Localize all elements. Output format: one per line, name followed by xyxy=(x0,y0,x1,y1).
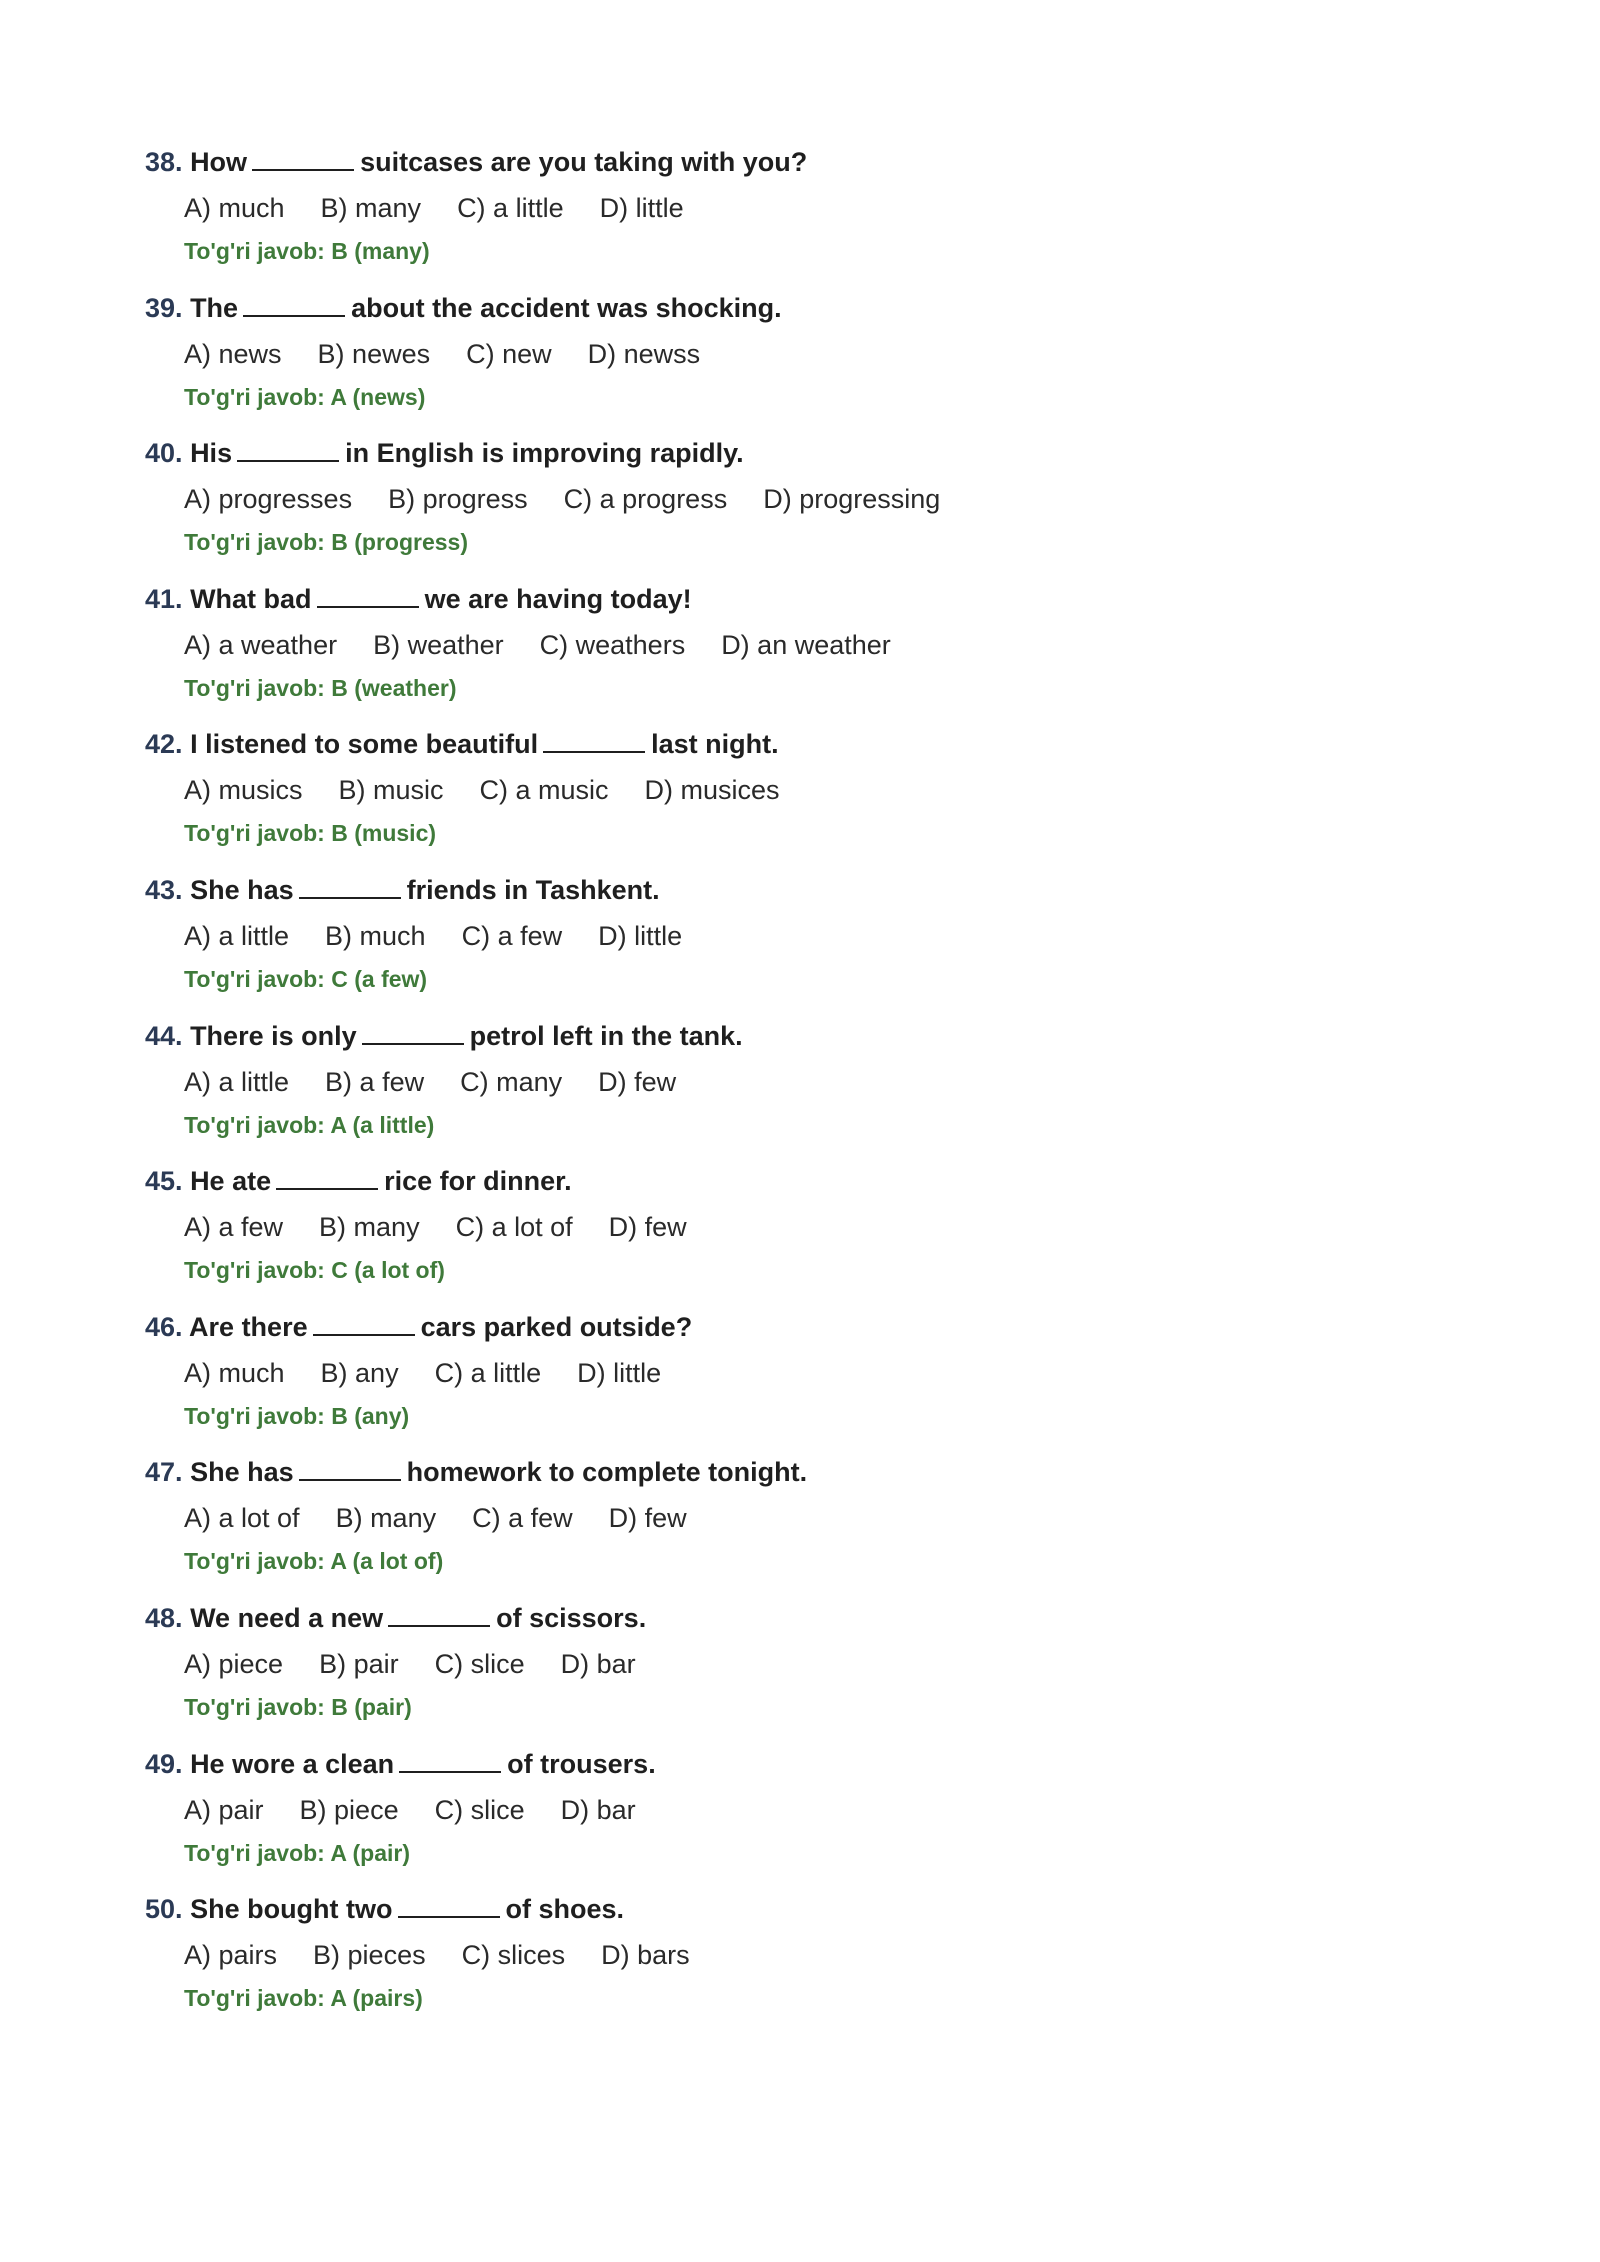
question-stem-after: of trousers. xyxy=(507,1748,656,1779)
question-item xyxy=(145,1014,1445,1160)
question-number: 43. xyxy=(145,874,183,905)
question-number: 49. xyxy=(145,1748,183,1779)
correct-answer: To'g'ri javob: B (pair) xyxy=(184,1693,412,1720)
correct-answer: To'g'ri javob: B (many) xyxy=(184,238,430,264)
question-text xyxy=(145,1305,1445,1349)
correct-answer: To'g'ri javob: A (pair) xyxy=(184,1839,411,1866)
answer-option: B) progress xyxy=(388,484,528,515)
question-item xyxy=(145,577,1445,723)
answer-option: C) slice xyxy=(434,1648,525,1679)
answer-options xyxy=(184,330,1445,378)
answer-option: B) piece xyxy=(299,1794,399,1825)
answer-blank xyxy=(237,434,339,462)
answer-blank xyxy=(543,725,645,753)
answer-blank xyxy=(299,871,401,899)
question-number: 44. xyxy=(145,1020,183,1051)
answer-option: B) a few xyxy=(325,1066,425,1097)
answer-option: A) news xyxy=(184,338,282,369)
answer-option: B) weather xyxy=(373,629,504,660)
question-text xyxy=(145,1887,1445,1931)
answer-option: A) a weather xyxy=(184,629,338,660)
answer-option: A) piece xyxy=(184,1648,284,1679)
answer-options xyxy=(184,184,1445,232)
question-stem-before: She has xyxy=(190,1457,294,1488)
question-stem-before: She bought two xyxy=(190,1894,393,1925)
question-number: 46. xyxy=(145,1311,183,1342)
answer-option: A) pair xyxy=(184,1794,264,1825)
answer-option: A) a lot of xyxy=(184,1503,300,1534)
answer-option: D) bar xyxy=(560,1794,636,1825)
question-stem-before: He wore a clean xyxy=(190,1748,395,1779)
answer-option: B) many xyxy=(320,193,422,223)
answer-blank xyxy=(276,1162,378,1190)
question-number: 42. xyxy=(145,729,183,760)
answer-option: D) few xyxy=(608,1503,687,1534)
correct-answer: To'g'ri javob: A (a little) xyxy=(184,1111,435,1138)
answer-option: A) progresses xyxy=(184,484,353,515)
answer-option: B) much xyxy=(325,920,426,951)
question-stem-after: friends in Tashkent. xyxy=(406,874,660,905)
answer-option: C) a few xyxy=(472,1503,573,1534)
answer-option: A) a little xyxy=(184,920,290,951)
answer-option: C) a progress xyxy=(563,484,728,515)
answer-option: C) weathers xyxy=(539,629,686,660)
question-number: 38. xyxy=(145,147,183,177)
answer-option: A) much xyxy=(184,193,285,223)
answer-blank xyxy=(299,1453,401,1481)
question-text xyxy=(145,577,1445,621)
question-text xyxy=(145,1014,1445,1058)
answer-blank xyxy=(317,580,419,608)
question-stem-before: Are there xyxy=(189,1311,308,1342)
question-stem-before: What bad xyxy=(190,583,312,614)
answer-blank xyxy=(388,1599,490,1627)
answer-option: C) a lot of xyxy=(455,1212,573,1243)
question-item xyxy=(145,1887,1445,2033)
answer-option: B) many xyxy=(319,1212,420,1243)
question-stem-after: homework to complete tonight. xyxy=(406,1457,808,1488)
answer-option: A) a little xyxy=(184,1066,290,1097)
question-stem-after: petrol left in the tank. xyxy=(469,1020,743,1051)
question-stem-before: How xyxy=(190,147,248,177)
correct-answer: To'g'ri javob: B (weather) xyxy=(184,674,457,701)
question-stem-after: cars parked outside? xyxy=(420,1311,693,1342)
answer-option: B) pieces xyxy=(313,1940,426,1971)
question-item xyxy=(145,1596,1445,1742)
question-number: 48. xyxy=(145,1602,183,1633)
question-stem-before: She has xyxy=(190,874,294,905)
answer-option: D) progressing xyxy=(763,484,941,515)
correct-answer: To'g'ri javob: A (pairs) xyxy=(184,1985,423,2012)
answer-option: C) a little xyxy=(434,1357,542,1388)
question-item xyxy=(145,431,1445,577)
answer-blank xyxy=(243,289,345,317)
answer-blank xyxy=(252,143,354,171)
answer-blank xyxy=(313,1308,415,1336)
answer-option: C) a music xyxy=(479,775,609,806)
question-item xyxy=(145,1159,1445,1305)
answer-option: A) a few xyxy=(184,1212,284,1243)
answer-option: C) new xyxy=(466,338,552,369)
question-item xyxy=(145,722,1445,868)
answer-options xyxy=(184,1203,1445,1251)
question-item xyxy=(145,1305,1445,1451)
answer-option: D) an weather xyxy=(721,629,891,660)
correct-answer: To'g'ri javob: A (a lot of) xyxy=(184,1548,444,1575)
answer-blank xyxy=(362,1017,464,1045)
correct-answer: To'g'ri javob: B (progress) xyxy=(184,529,468,556)
correct-answer: To'g'ri javob: B (music) xyxy=(184,820,437,847)
question-stem-before: The xyxy=(190,292,239,323)
question-stem-before: He ate xyxy=(190,1166,272,1197)
question-text xyxy=(145,1450,1445,1494)
answer-option: D) little xyxy=(577,1357,662,1388)
answer-option: C) a few xyxy=(461,920,563,951)
answer-option: D) bar xyxy=(560,1648,636,1679)
question-stem-after: of shoes. xyxy=(505,1894,625,1925)
question-text xyxy=(145,1742,1445,1786)
question-stem-before: His xyxy=(190,438,233,469)
question-number: 45. xyxy=(145,1166,183,1197)
answer-options xyxy=(184,766,1445,814)
question-stem-after: last night. xyxy=(651,729,779,760)
answer-options xyxy=(184,1494,1445,1542)
answer-options xyxy=(184,1931,1445,1979)
question-item xyxy=(145,140,1445,286)
question-stem-before: There is only xyxy=(190,1020,357,1051)
answer-option: A) musics xyxy=(184,775,303,806)
question-list xyxy=(145,140,1445,2033)
question-item xyxy=(145,1450,1445,1596)
question-stem-before: We need a new xyxy=(190,1602,384,1633)
question-number: 47. xyxy=(145,1457,183,1488)
correct-answer: To'g'ri javob: A (news) xyxy=(184,383,426,410)
answer-options xyxy=(184,912,1445,960)
answer-option: B) many xyxy=(335,1503,437,1534)
answer-blank xyxy=(399,1745,501,1773)
answer-options xyxy=(184,1058,1445,1106)
question-stem-after: rice for dinner. xyxy=(384,1166,572,1197)
answer-option: D) few xyxy=(598,1066,677,1097)
answer-option: D) little xyxy=(599,193,684,223)
answer-option: D) few xyxy=(608,1212,687,1243)
correct-answer: To'g'ri javob: C (a few) xyxy=(184,965,428,992)
question-number: 39. xyxy=(145,292,183,323)
answer-option: C) slices xyxy=(461,1940,566,1971)
answer-option: D) little xyxy=(598,920,683,951)
question-stem-after: in English is improving rapidly. xyxy=(345,438,744,469)
question-text xyxy=(145,722,1445,766)
answer-option: D) bars xyxy=(601,1940,690,1971)
correct-answer: To'g'ri javob: B (any) xyxy=(184,1402,410,1429)
question-stem-after: of scissors. xyxy=(496,1602,647,1633)
question-text xyxy=(145,286,1445,330)
correct-answer: To'g'ri javob: C (a lot of) xyxy=(184,1257,445,1284)
question-item xyxy=(145,868,1445,1014)
answer-options xyxy=(184,1786,1445,1834)
answer-option: C) a little xyxy=(457,193,564,223)
answer-options xyxy=(184,1640,1445,1688)
answer-option: D) musices xyxy=(644,775,780,806)
question-text xyxy=(145,1159,1445,1203)
answer-blank xyxy=(398,1890,500,1918)
answer-option: B) any xyxy=(320,1357,399,1388)
question-text xyxy=(145,868,1445,912)
answer-option: B) music xyxy=(338,775,444,806)
question-number: 50. xyxy=(145,1894,183,1925)
answer-option: C) slice xyxy=(434,1794,525,1825)
answer-option: A) pairs xyxy=(184,1940,278,1971)
question-stem-before: I listened to some beautiful xyxy=(190,729,539,760)
answer-options xyxy=(184,621,1445,669)
answer-option: C) many xyxy=(460,1066,563,1097)
question-stem-after: we are having today! xyxy=(424,583,692,614)
question-stem-after: about the accident was shocking. xyxy=(351,292,782,323)
answer-option: B) newes xyxy=(317,338,431,369)
answer-options xyxy=(184,475,1445,523)
question-stem-after: suitcases are you taking with you? xyxy=(360,147,808,177)
question-text xyxy=(145,431,1445,475)
answer-option: A) much xyxy=(184,1357,285,1388)
question-number: 41. xyxy=(145,583,183,614)
question-number: 40. xyxy=(145,438,183,469)
question-text xyxy=(145,1596,1445,1640)
answer-options xyxy=(184,1349,1445,1397)
question-item xyxy=(145,1742,1445,1888)
question-item xyxy=(145,286,1445,432)
question-text xyxy=(145,140,1445,184)
answer-option: D) newss xyxy=(587,338,701,369)
answer-option: B) pair xyxy=(319,1648,399,1679)
